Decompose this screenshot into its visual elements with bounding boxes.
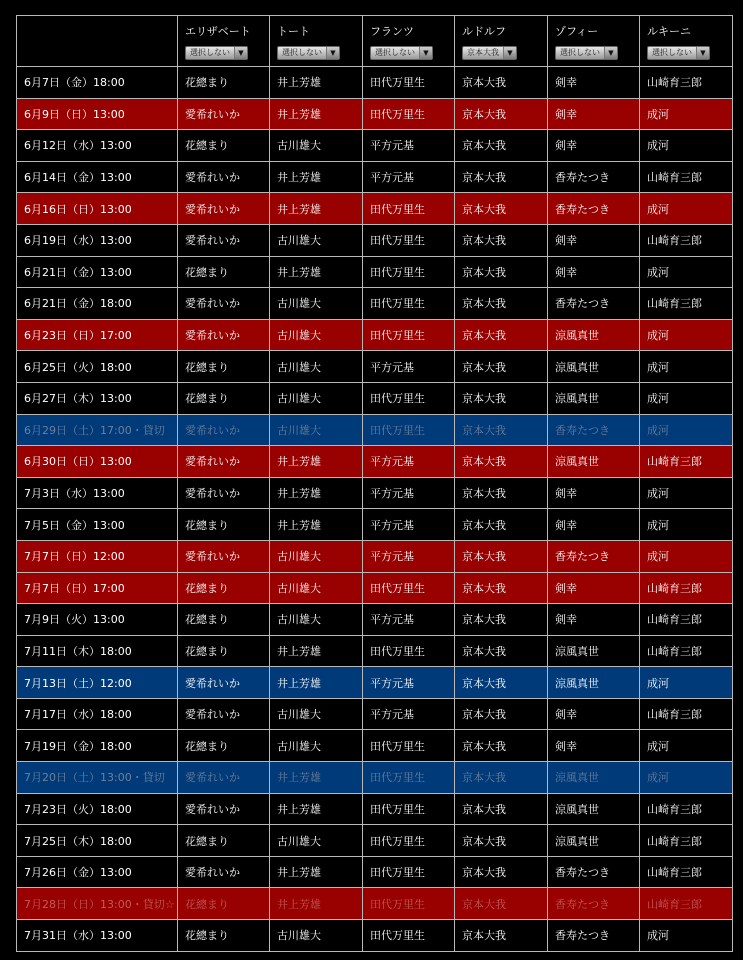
cast-cell: 涼風真世 <box>548 762 640 794</box>
cast-cell: 花總まり <box>178 67 270 99</box>
cast-cell: 田代万里生 <box>363 793 455 825</box>
cast-filter-select[interactable] <box>555 46 618 60</box>
performance-date: 6月19日（水）13:00 <box>17 224 178 256</box>
cast-cell: 山崎育三郎 <box>640 67 733 99</box>
cast-cell: 剣幸 <box>548 477 640 509</box>
cast-filter-select[interactable] <box>647 46 710 60</box>
cast-cell: 田代万里生 <box>363 414 455 446</box>
schedule-row <box>17 414 733 446</box>
role-name: ルドルフ <box>462 25 506 38</box>
performance-date: 7月7日（日）12:00 <box>17 540 178 572</box>
schedule-row <box>17 161 733 193</box>
performance-date: 6月21日（金）13:00 <box>17 256 178 288</box>
cast-cell: 京本大我 <box>455 446 548 478</box>
cast-cell: 涼風真世 <box>548 319 640 351</box>
performance-date: 7月17日（水）18:00 <box>17 698 178 730</box>
cast-cell: 山崎育三郎 <box>640 446 733 478</box>
corner-cell <box>17 16 178 67</box>
role-header <box>270 16 363 67</box>
cast-cell: 古川雄大 <box>270 604 363 636</box>
cast-cell: 花總まり <box>178 351 270 383</box>
cast-cell: 京本大我 <box>455 224 548 256</box>
cast-cell: 剣幸 <box>548 256 640 288</box>
performance-date: 7月9日（火）13:00 <box>17 604 178 636</box>
performance-date: 6月16日（日）13:00 <box>17 193 178 225</box>
cast-cell: 成河 <box>640 414 733 446</box>
cast-cell: 成河 <box>640 351 733 383</box>
cast-cell: 花總まり <box>178 509 270 541</box>
cast-cell: 古川雄大 <box>270 382 363 414</box>
schedule-row <box>17 635 733 667</box>
cast-cell: 愛希れいか <box>178 762 270 794</box>
cast-cell: 平方元基 <box>363 130 455 162</box>
schedule-row <box>17 825 733 857</box>
cast-cell: 井上芳雄 <box>270 446 363 478</box>
performance-date: 7月20日（土）13:00・貸切 <box>17 762 178 794</box>
cast-cell: 花總まり <box>178 920 270 952</box>
cast-cell: 京本大我 <box>455 856 548 888</box>
cast-cell: 成河 <box>640 98 733 130</box>
cast-cell: 剣幸 <box>548 224 640 256</box>
performance-date: 7月19日（金）18:00 <box>17 730 178 762</box>
cast-filter-value: 選択しない <box>560 48 600 57</box>
cast-cell: 剣幸 <box>548 509 640 541</box>
cast-cell: 香寿たつき <box>548 540 640 572</box>
cast-cell: 古川雄大 <box>270 224 363 256</box>
cast-cell: 古川雄大 <box>270 130 363 162</box>
cast-cell: 愛希れいか <box>178 224 270 256</box>
performance-date: 6月29日（土）17:00・貸切 <box>17 414 178 446</box>
performance-date: 7月13日（土）12:00 <box>17 667 178 699</box>
cast-cell: 井上芳雄 <box>270 193 363 225</box>
cast-cell: 香寿たつき <box>548 161 640 193</box>
cast-cell: 涼風真世 <box>548 635 640 667</box>
dropdown-arrow-icon: ▼ <box>696 47 709 59</box>
cast-filter-select[interactable] <box>462 46 517 60</box>
cast-cell: 京本大我 <box>455 920 548 952</box>
cast-cell: 井上芳雄 <box>270 256 363 288</box>
cast-cell: 京本大我 <box>455 256 548 288</box>
cast-cell: 田代万里生 <box>363 920 455 952</box>
schedule-row <box>17 130 733 162</box>
cast-cell: 平方元基 <box>363 540 455 572</box>
cast-cell: 山崎育三郎 <box>640 161 733 193</box>
schedule-row <box>17 477 733 509</box>
performance-date: 6月21日（金）18:00 <box>17 288 178 320</box>
role-header <box>640 16 733 67</box>
schedule-row <box>17 509 733 541</box>
cast-cell: 平方元基 <box>363 698 455 730</box>
cast-cell: 成河 <box>640 193 733 225</box>
dropdown-arrow-icon: ▼ <box>604 47 617 59</box>
cast-cell: 愛希れいか <box>178 446 270 478</box>
cast-cell: 京本大我 <box>455 604 548 636</box>
cast-cell: 香寿たつき <box>548 414 640 446</box>
cast-cell: 花總まり <box>178 730 270 762</box>
schedule-row <box>17 540 733 572</box>
cast-cell: 剣幸 <box>548 130 640 162</box>
cast-cell: 香寿たつき <box>548 920 640 952</box>
cast-cell: 花總まり <box>178 382 270 414</box>
performance-date: 7月3日（水）13:00 <box>17 477 178 509</box>
cast-cell: 田代万里生 <box>363 98 455 130</box>
schedule-row <box>17 224 733 256</box>
schedule-row <box>17 572 733 604</box>
cast-schedule-table <box>16 15 733 952</box>
cast-cell: 田代万里生 <box>363 319 455 351</box>
cast-cell: 成河 <box>640 382 733 414</box>
cast-cell: 古川雄大 <box>270 540 363 572</box>
cast-cell: 涼風真世 <box>548 382 640 414</box>
cast-cell: 田代万里生 <box>363 730 455 762</box>
cast-cell: 成河 <box>640 319 733 351</box>
schedule-body <box>17 67 733 952</box>
schedule-row <box>17 856 733 888</box>
cast-cell: 愛希れいか <box>178 161 270 193</box>
schedule-row <box>17 319 733 351</box>
cast-cell: 平方元基 <box>363 477 455 509</box>
cast-cell: 京本大我 <box>455 98 548 130</box>
cast-cell: 京本大我 <box>455 698 548 730</box>
cast-cell: 山崎育三郎 <box>640 224 733 256</box>
cast-cell: 古川雄大 <box>270 825 363 857</box>
schedule-row <box>17 604 733 636</box>
cast-cell: 剣幸 <box>548 67 640 99</box>
cast-filter-select[interactable] <box>277 46 340 60</box>
cast-cell: 京本大我 <box>455 509 548 541</box>
schedule-row <box>17 762 733 794</box>
cast-cell: 古川雄大 <box>270 572 363 604</box>
cast-cell: 京本大我 <box>455 730 548 762</box>
cast-cell: 井上芳雄 <box>270 762 363 794</box>
cast-cell: 香寿たつき <box>548 288 640 320</box>
cast-cell: 平方元基 <box>363 509 455 541</box>
cast-cell: 成河 <box>640 920 733 952</box>
cast-cell: 田代万里生 <box>363 224 455 256</box>
performance-date: 7月26日（金）13:00 <box>17 856 178 888</box>
dropdown-arrow-icon: ▼ <box>234 47 247 59</box>
cast-cell: 愛希れいか <box>178 477 270 509</box>
cast-cell: 京本大我 <box>455 888 548 920</box>
cast-cell: 京本大我 <box>455 161 548 193</box>
cast-cell: 古川雄大 <box>270 319 363 351</box>
cast-cell: 田代万里生 <box>363 382 455 414</box>
cast-cell: 田代万里生 <box>363 888 455 920</box>
cast-cell: 田代万里生 <box>363 825 455 857</box>
role-name: フランツ <box>370 25 414 38</box>
cast-cell: 田代万里生 <box>363 256 455 288</box>
cast-filter-value: 京本大我 <box>467 48 499 57</box>
dropdown-arrow-icon: ▼ <box>503 47 516 59</box>
schedule-row <box>17 67 733 99</box>
cast-cell: 京本大我 <box>455 193 548 225</box>
cast-cell: 山崎育三郎 <box>640 825 733 857</box>
cast-cell: 香寿たつき <box>548 856 640 888</box>
performance-date: 6月25日（火）18:00 <box>17 351 178 383</box>
cast-cell: 井上芳雄 <box>270 856 363 888</box>
cast-cell: 京本大我 <box>455 825 548 857</box>
cast-cell: 山崎育三郎 <box>640 604 733 636</box>
cast-cell: 愛希れいか <box>178 414 270 446</box>
cast-cell: 京本大我 <box>455 572 548 604</box>
cast-cell: 山崎育三郎 <box>640 793 733 825</box>
cast-cell: 平方元基 <box>363 604 455 636</box>
performance-date: 7月5日（金）13:00 <box>17 509 178 541</box>
cast-cell: 花總まり <box>178 635 270 667</box>
cast-cell: 古川雄大 <box>270 920 363 952</box>
cast-cell: 田代万里生 <box>363 762 455 794</box>
schedule-row <box>17 888 733 920</box>
performance-date: 6月27日（木）13:00 <box>17 382 178 414</box>
cast-cell: 古川雄大 <box>270 698 363 730</box>
cast-cell: 京本大我 <box>455 351 548 383</box>
cast-cell: 剣幸 <box>548 698 640 730</box>
cast-cell: 花總まり <box>178 130 270 162</box>
cast-cell: 京本大我 <box>455 667 548 699</box>
cast-cell: 花總まり <box>178 572 270 604</box>
cast-cell: 平方元基 <box>363 446 455 478</box>
cast-cell: 愛希れいか <box>178 193 270 225</box>
role-name: エリザベート <box>185 25 251 38</box>
cast-cell: 成河 <box>640 730 733 762</box>
cast-cell: 山崎育三郎 <box>640 888 733 920</box>
cast-cell: 花總まり <box>178 256 270 288</box>
schedule-row <box>17 351 733 383</box>
performance-date: 7月23日（火）18:00 <box>17 793 178 825</box>
performance-date: 7月31日（水）13:00 <box>17 920 178 952</box>
cast-cell: 平方元基 <box>363 161 455 193</box>
cast-cell: 涼風真世 <box>548 793 640 825</box>
cast-cell: 成河 <box>640 540 733 572</box>
cast-cell: 井上芳雄 <box>270 888 363 920</box>
cast-cell: 井上芳雄 <box>270 667 363 699</box>
cast-cell: 京本大我 <box>455 477 548 509</box>
cast-cell: 田代万里生 <box>363 67 455 99</box>
cast-cell: 愛希れいか <box>178 98 270 130</box>
cast-cell: 古川雄大 <box>270 730 363 762</box>
cast-cell: 井上芳雄 <box>270 635 363 667</box>
cast-cell: 成河 <box>640 509 733 541</box>
cast-cell: 涼風真世 <box>548 825 640 857</box>
performance-date: 7月11日（木）18:00 <box>17 635 178 667</box>
cast-cell: 剣幸 <box>548 730 640 762</box>
cast-cell: 田代万里生 <box>363 288 455 320</box>
cast-cell: 古川雄大 <box>270 351 363 383</box>
role-name: ゾフィー <box>555 25 599 38</box>
role-header <box>363 16 455 67</box>
performance-date: 7月7日（日）17:00 <box>17 572 178 604</box>
cast-cell: 愛希れいか <box>178 288 270 320</box>
schedule-row <box>17 698 733 730</box>
cast-cell: 成河 <box>640 256 733 288</box>
schedule-row <box>17 288 733 320</box>
performance-date: 6月7日（金）18:00 <box>17 67 178 99</box>
performance-date: 6月14日（金）13:00 <box>17 161 178 193</box>
schedule-row <box>17 793 733 825</box>
cast-cell: 田代万里生 <box>363 856 455 888</box>
cast-cell: 古川雄大 <box>270 288 363 320</box>
cast-cell: 井上芳雄 <box>270 793 363 825</box>
cast-cell: 愛希れいか <box>178 540 270 572</box>
cast-cell: 京本大我 <box>455 762 548 794</box>
cast-cell: 京本大我 <box>455 288 548 320</box>
cast-cell: 田代万里生 <box>363 193 455 225</box>
schedule-wrapper <box>16 15 732 952</box>
performance-date: 7月28日（日）13:00・貸切☆ <box>17 888 178 920</box>
schedule-row <box>17 256 733 288</box>
performance-date: 7月25日（木）18:00 <box>17 825 178 857</box>
performance-date: 6月23日（日）17:00 <box>17 319 178 351</box>
cast-cell: 田代万里生 <box>363 635 455 667</box>
cast-cell: 京本大我 <box>455 382 548 414</box>
cast-cell: 涼風真世 <box>548 446 640 478</box>
cast-cell: 愛希れいか <box>178 793 270 825</box>
role-header <box>548 16 640 67</box>
cast-cell: 平方元基 <box>363 351 455 383</box>
cast-cell: 井上芳雄 <box>270 477 363 509</box>
cast-cell: 山崎育三郎 <box>640 288 733 320</box>
cast-cell: 花總まり <box>178 888 270 920</box>
role-name: ルキーニ <box>647 25 691 38</box>
cast-filter-value: 選択しない <box>652 48 692 57</box>
header-row <box>17 16 733 67</box>
cast-cell: 成河 <box>640 130 733 162</box>
schedule-row <box>17 382 733 414</box>
cast-cell: 愛希れいか <box>178 667 270 699</box>
cast-filter-value: 選択しない <box>190 48 230 57</box>
cast-cell: 剣幸 <box>548 572 640 604</box>
schedule-row <box>17 667 733 699</box>
role-name: トート <box>277 25 310 38</box>
cast-cell: 井上芳雄 <box>270 67 363 99</box>
cast-cell: 涼風真世 <box>548 351 640 383</box>
cast-cell: 井上芳雄 <box>270 509 363 541</box>
role-header <box>178 16 270 67</box>
cast-cell: 山崎育三郎 <box>640 856 733 888</box>
cast-cell: 井上芳雄 <box>270 98 363 130</box>
schedule-row <box>17 446 733 478</box>
dropdown-arrow-icon: ▼ <box>419 47 432 59</box>
cast-cell: 剣幸 <box>548 98 640 130</box>
cast-cell: 田代万里生 <box>363 572 455 604</box>
cast-cell: 成河 <box>640 762 733 794</box>
dropdown-arrow-icon: ▼ <box>326 47 339 59</box>
cast-filter-value: 選択しない <box>375 48 415 57</box>
schedule-row <box>17 920 733 952</box>
role-header <box>455 16 548 67</box>
cast-cell: 京本大我 <box>455 540 548 572</box>
cast-cell: 愛希れいか <box>178 698 270 730</box>
cast-cell: 香寿たつき <box>548 193 640 225</box>
cast-cell: 京本大我 <box>455 793 548 825</box>
schedule-row <box>17 730 733 762</box>
cast-cell: 京本大我 <box>455 130 548 162</box>
performance-date: 6月12日（水）13:00 <box>17 130 178 162</box>
performance-date: 6月9日（日）13:00 <box>17 98 178 130</box>
cast-cell: 京本大我 <box>455 635 548 667</box>
cast-filter-select[interactable] <box>185 46 248 60</box>
cast-cell: 愛希れいか <box>178 856 270 888</box>
cast-cell: 香寿たつき <box>548 888 640 920</box>
cast-cell: 山崎育三郎 <box>640 572 733 604</box>
cast-cell: 花總まり <box>178 604 270 636</box>
cast-cell: 山崎育三郎 <box>640 635 733 667</box>
cast-cell: 成河 <box>640 477 733 509</box>
schedule-row <box>17 193 733 225</box>
cast-cell: 剣幸 <box>548 604 640 636</box>
cast-cell: 京本大我 <box>455 319 548 351</box>
cast-cell: 古川雄大 <box>270 414 363 446</box>
cast-cell: 京本大我 <box>455 414 548 446</box>
performance-date: 6月30日（日）13:00 <box>17 446 178 478</box>
cast-cell: 京本大我 <box>455 67 548 99</box>
cast-cell: 山崎育三郎 <box>640 698 733 730</box>
cast-cell: 涼風真世 <box>548 667 640 699</box>
schedule-row <box>17 98 733 130</box>
cast-cell: 成河 <box>640 667 733 699</box>
cast-cell: 花總まり <box>178 825 270 857</box>
cast-filter-select[interactable] <box>370 46 433 60</box>
cast-cell: 平方元基 <box>363 667 455 699</box>
cast-cell: 井上芳雄 <box>270 161 363 193</box>
cast-filter-value: 選択しない <box>282 48 322 57</box>
cast-cell: 愛希れいか <box>178 319 270 351</box>
